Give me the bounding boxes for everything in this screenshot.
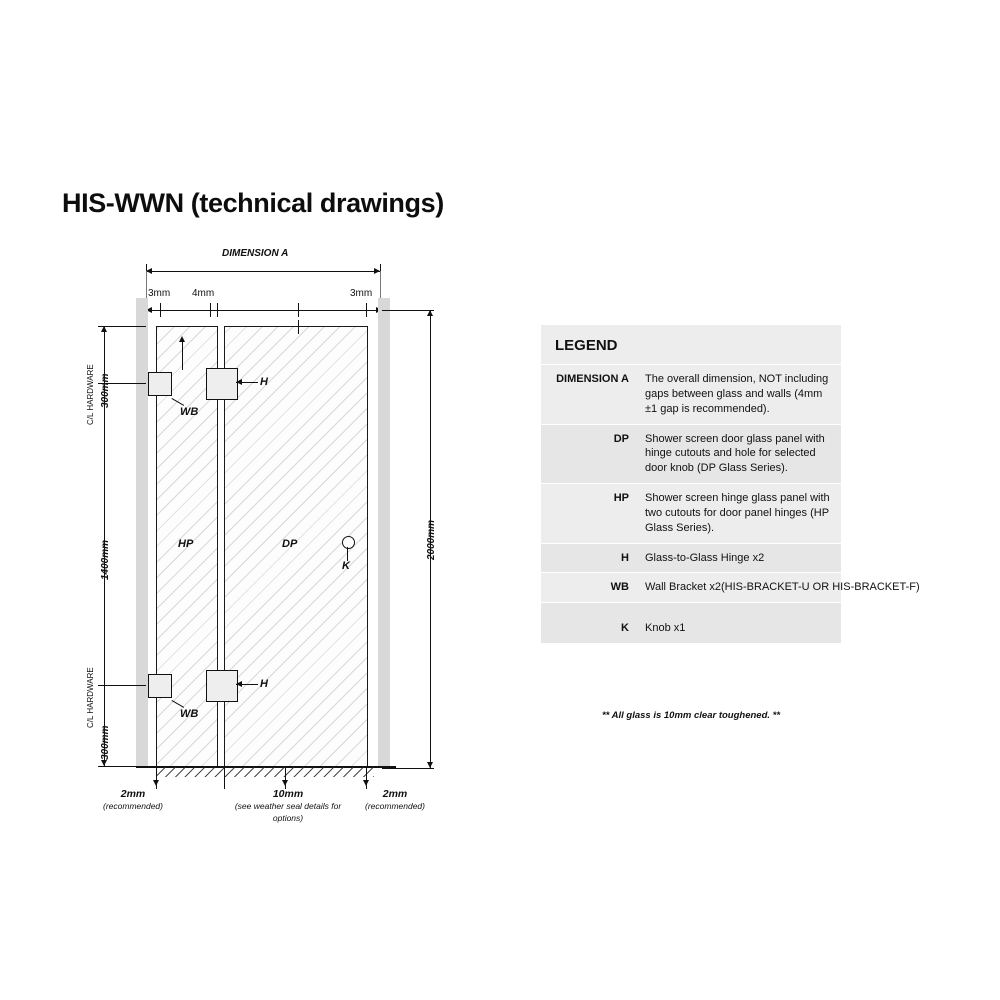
legend-row [541,484,841,544]
bottom-note-right-value: 2mm [382,788,408,800]
label-h-bottom: H [260,678,268,690]
label-wb-bottom: WB [180,708,199,720]
hinge-top [206,368,238,400]
legend-row [541,544,841,574]
bottom-note-left-value: 2mm [120,788,146,800]
cl-hardware-bottom: C/L HARDWARE [86,667,95,728]
legend-title: LEGEND [541,325,841,365]
floor-hatch [156,767,374,777]
label-wb-top: WB [180,406,199,418]
dimension-a-label: DIMENSION A [222,248,289,259]
gap-tick-5 [298,303,299,317]
gap-label-right: 3mm [350,288,373,299]
legend-key-h: H [621,551,629,564]
legend-panel [541,325,920,644]
bottom-note-left-text: (recommended) [103,801,163,812]
right-dim-2000: 2000mm [426,519,437,560]
door-knob [342,536,355,549]
label-dp: DP [282,538,298,550]
gap-label-left: 3mm [148,288,171,299]
gap-tick-4 [217,303,218,317]
left-tick-top [98,326,146,327]
legend-desc-wb: Wall Bracket x2(HIS-BRACKET-U OR HIS-BRACKET-F) [645,581,920,594]
wall-right [378,298,390,766]
legend-desc-dp: Shower screen door glass panel with hinge cutouts and hole for selected door knob (DP Glass Series). [645,432,825,475]
gap-tick-6 [366,303,367,317]
bottom-note-right [340,788,450,813]
label-h-top: H [260,376,268,388]
bottom-note-right-text: (recommended) [365,801,425,812]
bottom-note-center-value: 10mm [272,788,304,800]
legend-footer-note: ** All glass is 10mm clear toughened. ** [601,710,781,721]
legend-row [541,365,841,425]
hp-top-arrow-line [182,340,183,370]
legend-desc-k: Knob x1 [645,622,686,635]
bottom-note-center-text: (see weather seal details for options) [234,801,342,823]
hinge-top-arrow [236,379,242,385]
legend-row [541,603,841,644]
hp-top-arrowhead [179,336,185,342]
ext-line-right [380,271,381,299]
right-tick-top [382,310,434,311]
legend-key-dimension-a: DIMENSION A [556,373,629,385]
legend-key-hp: HP [613,492,629,505]
page-title: HIS-WWN (technical drawings) [62,188,444,218]
gap-label-center: 4mm [192,288,215,299]
left-dim-300-top: 300mm [100,373,111,408]
technical-drawing [60,240,480,840]
bottom-arrow-1 [153,780,159,786]
legend-desc-hp: Shower screen hinge glass panel with two cutouts for door panel hinges (HP Glass Series). [645,492,830,534]
label-hp: HP [178,538,194,550]
legend-row [541,425,841,485]
bottom-arrow-3 [363,780,369,786]
dp-center-tick [298,320,299,334]
knob-leader [347,547,348,561]
legend-key-k: K [621,622,629,635]
legend-desc-dimension-a: The overall dimension, NOT including gaps between glass and walls (4mm ±1 gap is recommended). [645,373,829,415]
hinge-bottom [206,670,238,702]
legend-desc-h: Glass-to-Glass Hinge x2 [645,551,765,564]
wall-bracket-top [148,372,172,396]
gap-dimension-line [146,310,382,311]
legend-row [541,573,920,603]
bottom-note-center [228,788,348,825]
dimension-a-line [146,271,380,272]
gap-tick-3 [210,303,211,317]
label-k: K [342,560,350,572]
bottom-tick-4 [285,767,286,789]
hinge-bottom-arrow [236,681,242,687]
left-dim-300-bottom: 300mm [100,725,111,760]
left-tick-hw-bottom [98,685,146,686]
cl-hardware-top: C/L HARDWARE [86,364,95,425]
legend-key-dp: DP [613,432,629,445]
wall-left [136,298,148,766]
ext-line-left [146,271,147,299]
gap-tick-2 [160,303,161,317]
bottom-tick-2 [224,767,225,789]
left-dim-1400: 1400mm [100,539,111,580]
wall-bracket-bottom [148,674,172,698]
right-tick-bottom [382,768,434,769]
legend-key-wb: WB [610,581,629,594]
bottom-note-left [78,788,188,813]
